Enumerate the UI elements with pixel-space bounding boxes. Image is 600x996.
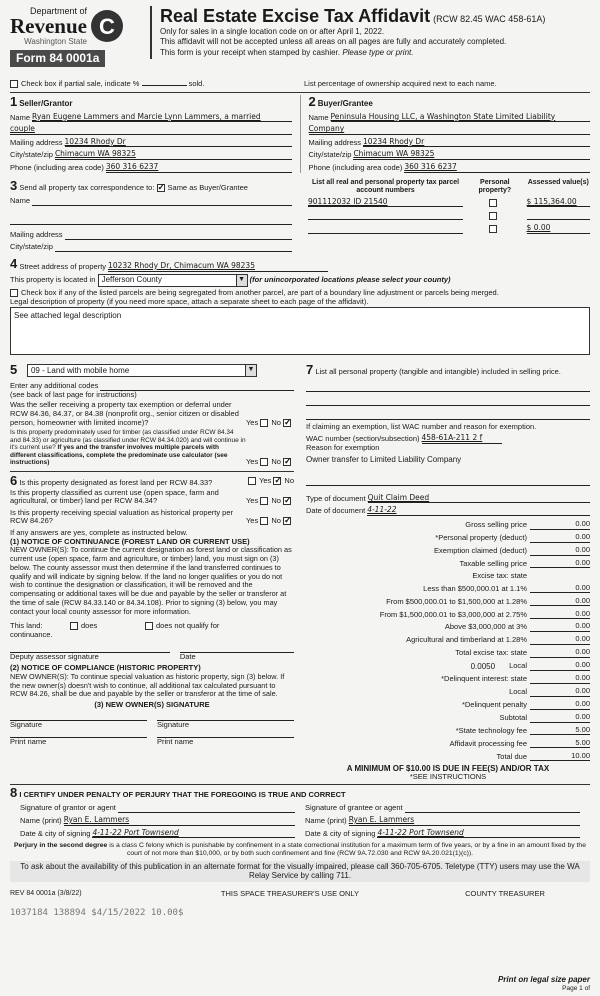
local-label: Local <box>509 661 527 671</box>
timber-question: Is this property predominately used for timber (as classified under RCW 84.34 and 84.33) or agriculture (as classified under RCW 84.34.020) and will continue in it's current use? <box>10 429 246 452</box>
affidavit-fee-label: Affidavit processing fee <box>449 738 527 748</box>
segregation-label: Check box if any of the listed parcels are being segregated from another parcel, are part of a boundary line adjustment or parcels being merged. <box>21 287 499 297</box>
wac-label: WAC number (section/subsection) <box>306 434 420 444</box>
codes-note: (see back of last page for instructions) <box>10 389 137 399</box>
assessed-value-1[interactable]: $ 115,364.00 <box>527 198 590 208</box>
personal-property-field-3[interactable] <box>306 406 590 420</box>
parcel-number-1[interactable]: 901112032 ID 21540 <box>308 198 463 208</box>
tech-fee-value[interactable]: 5.00 <box>530 726 590 736</box>
buyer-name-field[interactable]: Peninsula Housing LLC, a Washington State Limited Liability <box>331 113 590 123</box>
this-land-label: This land: <box>10 621 43 631</box>
yes-label: Yes <box>245 496 259 506</box>
dropdown-arrow-icon: ▼ <box>245 365 256 376</box>
total-due-label: Total due <box>496 751 527 761</box>
grantee-name-label: Name (print) <box>305 816 347 826</box>
sec-5-number: 5 <box>10 361 18 377</box>
does-not-checkbox[interactable] <box>145 622 153 630</box>
legal-description-text: See attached legal description <box>14 310 122 320</box>
county-treasurer-label: COUNTY TREASURER <box>465 888 545 898</box>
segregation-checkbox[interactable] <box>10 289 18 297</box>
compliance-title: (2) NOTICE OF COMPLIANCE (HISTORIC PROPERTY) <box>10 663 201 673</box>
same-as-buyer-checkbox[interactable] <box>157 184 165 192</box>
seller-title: Seller/Grantor <box>19 98 73 108</box>
buyer-title: Buyer/Grantee <box>317 98 373 108</box>
seller-name-field[interactable]: Ryan Eugene Lammers and Marcie Lynn Lammers, a married <box>32 113 291 123</box>
parcel-number-2[interactable] <box>308 211 463 220</box>
forest-question: Is this property designated as forest land per RCW 84.33? <box>19 477 213 487</box>
seller-phone-label: Phone (including area code) <box>10 163 104 173</box>
exemption-yes-checkbox[interactable] <box>260 419 268 427</box>
parcel-header: List all real and personal property tax parcel account numbers <box>312 178 460 194</box>
local-rate-field[interactable]: 0.0050 <box>470 661 496 671</box>
grantor-date-city-field[interactable]: 4-11-22 Port Townsend <box>92 829 295 839</box>
does-checkbox[interactable] <box>70 622 78 630</box>
current-use-yes-checkbox[interactable] <box>260 497 268 505</box>
sec-1-number: 1 <box>10 93 18 109</box>
seller-city-label: City/state/zip <box>10 150 53 160</box>
total-state-value[interactable]: 0.00 <box>530 648 590 658</box>
tier-3-label: From $1,500,000.01 to $3,000,000 at 2.75% <box>379 609 527 619</box>
buyer-phone-field[interactable]: 360 316 6237 <box>404 163 590 173</box>
local-2-label: Local <box>509 687 527 697</box>
same-as-buyer-label: Same as Buyer/Grantee <box>167 182 248 192</box>
partial-sale-row <box>10 80 590 89</box>
corr-mail-field[interactable] <box>65 231 292 240</box>
corr-name-field[interactable] <box>32 197 292 206</box>
owner-print-name-1[interactable]: Print name <box>10 737 147 747</box>
yes-label: Yes <box>245 456 259 466</box>
grantor-print-name-field[interactable]: Ryan E. Lammers <box>64 816 295 826</box>
parcel-number-3[interactable] <box>308 225 463 234</box>
seller-phone-field[interactable]: 360 316 6237 <box>106 163 292 173</box>
buyer-section <box>301 95 591 173</box>
seller-mail-field[interactable]: 10234 Rhody Dr <box>65 138 292 148</box>
grantee-signature-field[interactable] <box>405 804 580 813</box>
tier-1-label: Less than $500,000.01 at 1.1% <box>423 583 527 593</box>
dropdown-arrow-icon: ▼ <box>236 275 247 286</box>
legal-desc-label: Legal description of property (if you need more space, attach a separate sheet to each page of the affidavit). <box>10 297 369 307</box>
corr-city-field[interactable] <box>55 243 292 252</box>
grantor-sig-label: Signature of grantor or agent <box>20 803 116 813</box>
tier-3-value[interactable]: 0.00 <box>530 610 590 620</box>
county-label: This property is located in <box>10 274 96 284</box>
form-number: Form 84 0001a <box>10 50 105 68</box>
tier-2-label: From $500,000.01 to $1,500,000 at 1.28% <box>386 596 527 606</box>
personal-property-label: List all personal property (tangible and intangible) included in selling price. <box>315 366 561 376</box>
does-not-label: does not qualify for <box>156 621 220 631</box>
personal-checkbox-3[interactable] <box>489 225 497 233</box>
grantee-date-label: Date & city of signing <box>305 828 376 838</box>
perjury-notice: Perjury in the second degree is a class C felony which is punishable by confinement in a state correctional institution for a maximum term of five years, or by a fine in an amount fixed by the court of not more than $10,000, or by both such confinement and fine (RCW 9A.72.030 and RCW 9A.20.021(1)(c)). <box>14 842 586 858</box>
sec-7-number: 7 <box>306 361 314 377</box>
no-label: No <box>284 475 294 485</box>
treasurer-only-label: THIS SPACE TREASURER'S USE ONLY <box>220 888 360 898</box>
no-label: No <box>271 456 281 466</box>
grantee-date-city-field[interactable]: 4-11-22 Port Townsend <box>377 829 580 839</box>
continuance-label: continuance. <box>10 629 53 639</box>
seller-name-label: Name <box>10 112 31 122</box>
total-due-value[interactable]: 10.00 <box>530 752 590 762</box>
page-number: Page 1 of <box>562 984 590 992</box>
historic-question: Is this property receiving special valuation as historical property per RCW 84.26? <box>10 507 234 526</box>
deputy-date-field[interactable]: Date <box>180 652 294 662</box>
form-header <box>10 6 590 76</box>
personal-checkbox-2[interactable] <box>489 212 497 220</box>
historic-yes-checkbox[interactable] <box>260 517 268 525</box>
parcel-row <box>308 224 590 234</box>
partial-percent-field[interactable] <box>142 85 187 86</box>
doc-date-label: Date of document <box>306 506 366 516</box>
deputy-signature-field[interactable]: Deputy assessor signature <box>10 652 170 662</box>
forest-no-checkbox[interactable] <box>273 477 281 485</box>
yes-label: Yes <box>245 417 259 427</box>
footer-row <box>10 890 590 899</box>
sold-label: sold. <box>188 79 205 88</box>
partial-sale-label: Check box if partial sale, indicate % <box>21 79 140 88</box>
treasurer-stamp: 1037184 138894 $4/15/2022 10.00$ <box>10 908 184 919</box>
tax-calculation <box>306 520 590 782</box>
owner-signature-field-1[interactable]: Signature <box>10 720 147 730</box>
sec-3-number: 3 <box>10 177 18 193</box>
reason-label: Reason for exemption <box>306 443 380 452</box>
current-use-no-checkbox[interactable] <box>283 497 291 505</box>
ownership-note: List percentage of ownership acquired next to each name. <box>304 79 497 88</box>
yes-label: Yes <box>259 475 272 485</box>
total-state-label: Total excise tax: state <box>455 648 527 658</box>
tier-4-label: Above $3,000,000 at 3% <box>444 622 527 632</box>
delinquent-state-value[interactable]: 0.00 <box>530 674 590 684</box>
owner-signature-field-2[interactable]: Signature <box>157 720 294 730</box>
reason-field[interactable]: Owner transfer to Limited Liability Company <box>306 454 462 464</box>
buyer-city-label: City/state/zip <box>308 150 352 160</box>
ag-timber-label: Agricultural and timberland at 1.28% <box>406 635 527 645</box>
grantor-signature-field[interactable] <box>118 804 295 813</box>
timber-no-checkbox[interactable] <box>283 458 291 466</box>
gross-value[interactable]: 0.00 <box>530 520 590 530</box>
sec-8-number: 8 <box>10 785 18 801</box>
logo-revenue: Revenue <box>10 14 87 39</box>
certification-section <box>10 784 590 838</box>
certification-text: I CERTIFY UNDER PENALTY OF PERJURY THAT THE FOREGOING IS TRUE AND CORRECT <box>19 790 346 800</box>
logo-dept: Department of <box>29 6 87 16</box>
form-title: Real Estate Excise Tax Affidavit (RCW 82.45 WAC 458-61A) <box>160 6 546 26</box>
taxable-value[interactable]: 0.00 <box>530 559 590 569</box>
wac-field[interactable]: 458-61A-211 2 f <box>422 434 502 444</box>
grantor-name-label: Name (print) <box>20 816 62 826</box>
dor-emblem-icon: C <box>91 10 123 42</box>
parcel-row <box>308 198 590 208</box>
exemption-no-checkbox[interactable] <box>283 419 291 427</box>
header-line-1: Only for sales in a single location code on or after April 1, 2022. <box>160 26 385 36</box>
compliance-text: NEW OWNER(S): To continue special valuation as historic property, sign (3) below. If the new owner(s) doesn't wish to continue, all additional tax calculated pursuant to RCW 84.26, shall be due and payable by the seller or transferor at the time of sale. <box>10 671 285 699</box>
continuance-text: NEW OWNER(S): To continue the current designation as forest land or classification as current use (open space, farm and agriculture, or timber) land, you must sign on (3) below. The county assessor must then determine if the land transferred continues to qualify and will indicate by signing below. If the land no longer qualifies or you do not wish to continue the designation or classification, it will be removed and the compensating or additional taxes will be due and payable by the seller or transferor at the time of sale (RCW 84.33.140 or 84.34.108). Prior to signing (3) below, you may contact your local county assessor for more information. <box>10 545 292 616</box>
exemption-deduct-label: Exemption claimed (deduct) <box>434 545 527 555</box>
left-column <box>10 363 300 782</box>
owner-print-name-2[interactable]: Print name <box>157 737 294 747</box>
assessed-value-2[interactable] <box>527 211 590 220</box>
no-label: No <box>271 516 281 526</box>
personal-property-field[interactable] <box>306 378 590 392</box>
doc-type-field[interactable]: Quit Claim Deed <box>368 494 590 504</box>
delinquent-penalty-label: *Delinquent penalty <box>461 699 527 709</box>
does-label: does <box>81 621 98 631</box>
codes-label: Enter any additional codes <box>10 381 99 391</box>
buyer-name-field-2[interactable]: Company <box>309 125 591 135</box>
buyer-name-label: Name <box>308 112 329 122</box>
street-address-field[interactable]: 10232 Rhody Dr, Chimacum WA 98235 <box>108 262 328 272</box>
seller-mail-label: Mailing address <box>10 137 63 147</box>
tax-correspondence <box>10 179 300 252</box>
taxable-label: Taxable selling price <box>459 558 527 568</box>
subtotal-value[interactable]: 0.00 <box>530 713 590 723</box>
accessibility-notice: To ask about the availability of this publication in an alternate format for the visually impaired, please call 360-705-6705. Teletype (TTY) users may use the WA Relay Service by calling 711. <box>10 861 590 882</box>
minimum-due-note: A MINIMUM OF $10.00 IS DUE IN FEE(S) AND/OR TAX <box>346 764 550 774</box>
timber-yes-checkbox[interactable] <box>260 458 268 466</box>
excise-state-label: Excise tax: state <box>472 570 527 580</box>
doc-type-label: Type of document <box>306 493 366 503</box>
personal-deduct-value[interactable]: 0.00 <box>530 533 590 543</box>
timber-question-bold: If yes and the transfer involves multiple parcels with different classifications, complete the predominate use calculator (see instructions) <box>10 444 228 467</box>
local-value[interactable]: 0.00 <box>530 661 590 671</box>
gross-label: Gross selling price <box>465 520 527 530</box>
county-select[interactable] <box>98 274 248 287</box>
instructions-note: If any answers are yes, complete as instructed below. <box>10 528 188 538</box>
corr-name-field-2[interactable] <box>10 216 292 225</box>
seller-name-field-2[interactable]: couple <box>10 125 292 135</box>
tech-fee-label: *State technology fee <box>455 725 527 735</box>
affidavit-fee-value[interactable]: 5.00 <box>530 739 590 749</box>
sec-2-number: 2 <box>308 93 316 109</box>
delinquent-state-label: *Delinquent interest: state <box>441 674 527 684</box>
header-line-2: This affidavit will not be accepted unless all areas on all pages are fully and accurately completed. <box>160 37 507 47</box>
header-line-3: This form is your receipt when stamped by cashier. Please type or print. <box>160 48 414 58</box>
sec-4-number: 4 <box>10 255 18 271</box>
local-2-value[interactable]: 0.00 <box>530 687 590 697</box>
doc-date-field[interactable]: 4-11-22 <box>367 506 590 516</box>
grantee-print-name-field[interactable]: Ryan E. Lammers <box>349 816 580 826</box>
lower-section <box>10 363 590 782</box>
buyer-city-field[interactable]: Chimacum WA 98325 <box>353 150 590 160</box>
continuance-title: (1) NOTICE OF CONTINUANCE (FOREST LAND OR CURRENT USE) <box>10 536 250 546</box>
logo-washington: Washington State <box>24 37 87 47</box>
correspondence-section <box>10 179 590 252</box>
county-note: (for unincorporated locations please select your county) <box>249 274 451 284</box>
subtotal-label: Subtotal <box>499 712 527 722</box>
county-value: Jefferson County <box>101 275 162 285</box>
exemption-deduct-value[interactable]: 0.00 <box>530 546 590 556</box>
reason-line <box>306 464 590 486</box>
owner-signature-title: (3) NEW OWNER(S) SIGNATURE <box>94 700 210 710</box>
ag-timber-value[interactable]: 0.00 <box>530 635 590 645</box>
corr-mail-label: Mailing address <box>10 230 63 239</box>
buyer-mail-label: Mailing address <box>308 137 362 147</box>
land-use-select[interactable] <box>27 364 257 377</box>
exemption-question: Was the seller receiving a property tax exemption or deferral under RCW 84.36, 84.37, or 84.38 (nonprofit org., senior citizen or disabled person, homeowner with limited income)? <box>10 400 239 427</box>
personal-checkbox-1[interactable] <box>489 199 497 207</box>
dor-logo <box>10 6 150 67</box>
grantor-date-label: Date & city of signing <box>20 828 91 838</box>
legal-description-field[interactable] <box>10 307 590 355</box>
current-use-question: Is this property classified as current use (open space, farm and agricultural, or timber) land per RCW 84.34? <box>10 487 219 506</box>
personal-property-field-2[interactable] <box>306 392 590 406</box>
buyer-mail-field[interactable]: 10234 Rhody Dr <box>363 138 590 148</box>
seller-city-field[interactable]: Chimacum WA 98325 <box>55 150 292 160</box>
historic-no-checkbox[interactable] <box>283 517 291 525</box>
rcw-ref: (RCW 82.45 WAC 458-61A) <box>433 14 546 24</box>
property-section <box>10 257 590 355</box>
personal-header: Personal property? <box>478 178 512 194</box>
yes-label: Yes <box>245 516 259 526</box>
tier-1-value[interactable]: 0.00 <box>530 584 590 594</box>
street-label: Street address of property <box>19 261 107 271</box>
no-label: No <box>271 496 281 506</box>
forest-yes-checkbox[interactable] <box>248 477 256 485</box>
parcel-row <box>308 211 590 220</box>
revision-label: REV 84 0001a (3/8/22) <box>10 889 82 897</box>
delinquent-penalty-value[interactable]: 0.00 <box>530 700 590 710</box>
partial-sale-checkbox[interactable] <box>10 80 18 88</box>
see-instructions-note: *SEE INSTRUCTIONS <box>409 772 487 782</box>
no-label: No <box>271 417 281 427</box>
land-use-value: 09 - Land with mobile home <box>30 365 130 375</box>
tier-2-value[interactable]: 0.00 <box>530 597 590 607</box>
sec-6-number: 6 <box>10 472 18 488</box>
assessed-value-3[interactable]: $ 0.00 <box>527 224 590 234</box>
tier-4-value[interactable]: 0.00 <box>530 622 590 632</box>
personal-deduct-label: *Personal property (deduct) <box>435 532 527 542</box>
legal-size-note: Print on legal size paper <box>497 975 590 985</box>
correspondence-label: Send all property tax correspondence to: <box>19 182 155 192</box>
right-column <box>300 363 590 782</box>
assessed-header: Assessed value(s) <box>527 178 589 186</box>
parcel-table <box>300 179 590 252</box>
exemption-label: If claiming an exemption, list WAC number and reason for exemption. <box>306 421 537 431</box>
seller-section <box>10 95 301 173</box>
parties-section <box>10 92 590 173</box>
buyer-phone-label: Phone (including area code) <box>308 163 403 173</box>
grantee-sig-label: Signature of grantee or agent <box>305 803 403 813</box>
corr-city-label: City/state/zip <box>10 242 53 251</box>
corr-name-label: Name <box>10 196 31 205</box>
